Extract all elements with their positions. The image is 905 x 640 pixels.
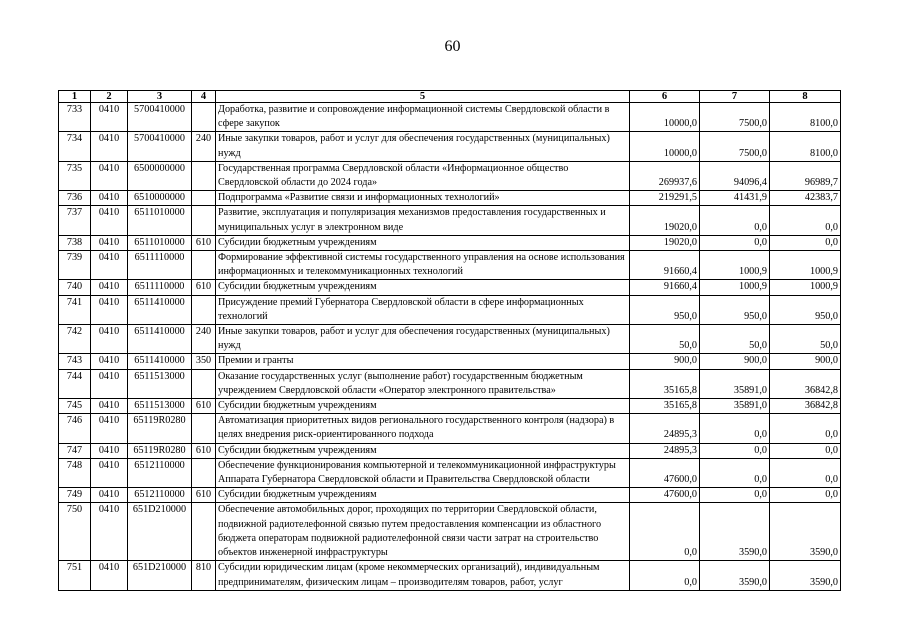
amount-2022-cell: 950,0: [700, 295, 770, 324]
amount-2021-cell: 950,0: [630, 295, 700, 324]
amount-2021-cell: 10000,0: [630, 103, 700, 132]
amount-2023-cell: 96989,7: [770, 161, 841, 190]
row-number-cell: 735: [59, 161, 91, 190]
amount-2023-cell: 36842,8: [770, 399, 841, 414]
amount-2021-cell: 35165,8: [630, 369, 700, 398]
row-number-cell: 734: [59, 132, 91, 161]
amount-2022-cell: 35891,0: [700, 399, 770, 414]
section-code-cell: 0410: [91, 399, 128, 414]
amount-2023-cell: 0,0: [770, 206, 841, 235]
target-code-cell: 6511410000: [128, 295, 192, 324]
row-number-cell: 751: [59, 561, 91, 590]
table-row: [59, 414, 841, 443]
table-row: [59, 561, 841, 590]
target-code-cell: 6510000000: [128, 191, 192, 206]
expense-type-cell: 610: [192, 280, 216, 295]
table-body: [59, 103, 841, 591]
row-number-cell: 749: [59, 488, 91, 503]
section-code-cell: 0410: [91, 251, 128, 280]
target-code-cell: 6511010000: [128, 206, 192, 235]
table-row: [59, 161, 841, 190]
amount-2021-cell: 24895,3: [630, 414, 700, 443]
item-name-cell: Субсидии бюджетным учреждениям: [216, 280, 630, 295]
table-header-row: [59, 91, 841, 103]
amount-2021-cell: 19020,0: [630, 206, 700, 235]
row-number-cell: 741: [59, 295, 91, 324]
target-code-cell: 651D210000: [128, 503, 192, 561]
amount-2023-cell: 900,0: [770, 354, 841, 369]
section-code-cell: 0410: [91, 235, 128, 250]
amount-2022-cell: 3590,0: [700, 561, 770, 590]
section-code-cell: 0410: [91, 503, 128, 561]
target-code-cell: 6511410000: [128, 325, 192, 354]
row-number-cell: 747: [59, 443, 91, 458]
amount-2022-cell: 0,0: [700, 206, 770, 235]
budget-table: [58, 90, 841, 591]
section-code-cell: 0410: [91, 414, 128, 443]
header-col-2: 2: [91, 91, 128, 103]
amount-2022-cell: 94096,4: [700, 161, 770, 190]
amount-2021-cell: 47600,0: [630, 458, 700, 487]
section-code-cell: 0410: [91, 443, 128, 458]
target-code-cell: 65119R0280: [128, 414, 192, 443]
section-code-cell: 0410: [91, 206, 128, 235]
table-row: [59, 132, 841, 161]
expense-type-cell: [192, 503, 216, 561]
item-name-cell: Иные закупки товаров, работ и услуг для обеспечения государственных (муниципальных) нужд: [216, 132, 630, 161]
target-code-cell: 5700410000: [128, 132, 192, 161]
row-number-cell: 736: [59, 191, 91, 206]
table-row: [59, 458, 841, 487]
amount-2023-cell: 36842,8: [770, 369, 841, 398]
row-number-cell: 748: [59, 458, 91, 487]
item-name-cell: Субсидии юридическим лицам (кроме некоммерческих организаций), индивидуальным предпринимателям, физическим лицам – производителям товаров, работ, услуг: [216, 561, 630, 590]
target-code-cell: 6512110000: [128, 488, 192, 503]
expense-type-cell: [192, 161, 216, 190]
item-name-cell: Субсидии бюджетным учреждениям: [216, 399, 630, 414]
amount-2022-cell: 3590,0: [700, 503, 770, 561]
section-code-cell: 0410: [91, 103, 128, 132]
expense-type-cell: [192, 369, 216, 398]
amount-2022-cell: 0,0: [700, 235, 770, 250]
amount-2023-cell: 8100,0: [770, 103, 841, 132]
amount-2022-cell: 1000,9: [700, 280, 770, 295]
amount-2022-cell: 0,0: [700, 488, 770, 503]
row-number-cell: 750: [59, 503, 91, 561]
item-name-cell: Премии и гранты: [216, 354, 630, 369]
target-code-cell: 6512110000: [128, 458, 192, 487]
amount-2021-cell: 91660,4: [630, 280, 700, 295]
item-name-cell: Субсидии бюджетным учреждениям: [216, 443, 630, 458]
expense-type-cell: 810: [192, 561, 216, 590]
item-name-cell: Субсидии бюджетным учреждениям: [216, 488, 630, 503]
target-code-cell: 5700410000: [128, 103, 192, 132]
item-name-cell: Автоматизация приоритетных видов регионального государственного контроля (надзора) в целях внедрения риск-ориентированного подхода: [216, 414, 630, 443]
amount-2022-cell: 0,0: [700, 458, 770, 487]
row-number-cell: 742: [59, 325, 91, 354]
section-code-cell: 0410: [91, 458, 128, 487]
amount-2023-cell: 1000,9: [770, 251, 841, 280]
table-row: [59, 206, 841, 235]
table-row: [59, 503, 841, 561]
amount-2023-cell: 950,0: [770, 295, 841, 324]
expense-type-cell: [192, 103, 216, 132]
header-col-4: 4: [192, 91, 216, 103]
section-code-cell: 0410: [91, 561, 128, 590]
target-code-cell: 6511513000: [128, 369, 192, 398]
section-code-cell: 0410: [91, 295, 128, 324]
section-code-cell: 0410: [91, 369, 128, 398]
row-number-cell: 733: [59, 103, 91, 132]
section-code-cell: 0410: [91, 161, 128, 190]
row-number-cell: 739: [59, 251, 91, 280]
section-code-cell: 0410: [91, 191, 128, 206]
amount-2021-cell: 219291,5: [630, 191, 700, 206]
amount-2022-cell: 900,0: [700, 354, 770, 369]
amount-2021-cell: 269937,6: [630, 161, 700, 190]
amount-2022-cell: 7500,0: [700, 103, 770, 132]
expense-type-cell: 610: [192, 443, 216, 458]
row-number-cell: 737: [59, 206, 91, 235]
target-code-cell: 6511110000: [128, 251, 192, 280]
amount-2021-cell: 19020,0: [630, 235, 700, 250]
expense-type-cell: 240: [192, 132, 216, 161]
header-col-1: 1: [59, 91, 91, 103]
item-name-cell: Иные закупки товаров, работ и услуг для обеспечения государственных (муниципальных) нужд: [216, 325, 630, 354]
expense-type-cell: [192, 414, 216, 443]
header-col-3: 3: [128, 91, 192, 103]
amount-2021-cell: 91660,4: [630, 251, 700, 280]
expense-type-cell: 350: [192, 354, 216, 369]
amount-2023-cell: 1000,9: [770, 280, 841, 295]
amount-2022-cell: 50,0: [700, 325, 770, 354]
table-row: [59, 280, 841, 295]
target-code-cell: 6511010000: [128, 235, 192, 250]
amount-2023-cell: 8100,0: [770, 132, 841, 161]
item-name-cell: Субсидии бюджетным учреждениям: [216, 235, 630, 250]
amount-2021-cell: 0,0: [630, 503, 700, 561]
target-code-cell: 6511513000: [128, 399, 192, 414]
expense-type-cell: [192, 191, 216, 206]
amount-2022-cell: 0,0: [700, 443, 770, 458]
expense-type-cell: 610: [192, 488, 216, 503]
expense-type-cell: [192, 206, 216, 235]
item-name-cell: Присуждение премий Губернатора Свердловской области в сфере информационных технологий: [216, 295, 630, 324]
amount-2021-cell: 24895,3: [630, 443, 700, 458]
amount-2021-cell: 0,0: [630, 561, 700, 590]
target-code-cell: 65119R0280: [128, 443, 192, 458]
expense-type-cell: 610: [192, 399, 216, 414]
item-name-cell: Развитие, эксплуатация и популяризация механизмов предоставления государственных и муниципальных услуг в электронном виде: [216, 206, 630, 235]
amount-2023-cell: 0,0: [770, 414, 841, 443]
section-code-cell: 0410: [91, 132, 128, 161]
amount-2022-cell: 1000,9: [700, 251, 770, 280]
table-row: [59, 488, 841, 503]
section-code-cell: 0410: [91, 325, 128, 354]
item-name-cell: Государственная программа Свердловской области «Информационное общество Свердловской области до 2024 года»: [216, 161, 630, 190]
expense-type-cell: [192, 295, 216, 324]
item-name-cell: Формирование эффективной системы государственного управления на основе использования информационных и телекоммуникационных технологий: [216, 251, 630, 280]
amount-2021-cell: 10000,0: [630, 132, 700, 161]
table-row: [59, 235, 841, 250]
amount-2021-cell: 900,0: [630, 354, 700, 369]
row-number-cell: 738: [59, 235, 91, 250]
target-code-cell: 6511410000: [128, 354, 192, 369]
expense-type-cell: [192, 251, 216, 280]
table-row: [59, 295, 841, 324]
table-row: [59, 251, 841, 280]
target-code-cell: 6511110000: [128, 280, 192, 295]
amount-2021-cell: 35165,8: [630, 399, 700, 414]
amount-2023-cell: 0,0: [770, 488, 841, 503]
target-code-cell: 6500000000: [128, 161, 192, 190]
table-row: [59, 399, 841, 414]
amount-2023-cell: 0,0: [770, 443, 841, 458]
section-code-cell: 0410: [91, 280, 128, 295]
expense-type-cell: 610: [192, 235, 216, 250]
amount-2023-cell: 0,0: [770, 458, 841, 487]
amount-2022-cell: 41431,9: [700, 191, 770, 206]
row-number-cell: 743: [59, 354, 91, 369]
header-col-7: 7: [700, 91, 770, 103]
section-code-cell: 0410: [91, 354, 128, 369]
amount-2021-cell: 50,0: [630, 325, 700, 354]
table-row: [59, 354, 841, 369]
row-number-cell: 746: [59, 414, 91, 443]
header-col-5: 5: [216, 91, 630, 103]
section-code-cell: 0410: [91, 488, 128, 503]
row-number-cell: 740: [59, 280, 91, 295]
amount-2023-cell: 0,0: [770, 235, 841, 250]
header-col-8: 8: [770, 91, 841, 103]
table-row: [59, 443, 841, 458]
amount-2023-cell: 50,0: [770, 325, 841, 354]
item-name-cell: Обеспечение функционирования компьютерной и телекоммуникационной инфраструктуры Аппарата Губернатора Свердловской области и Правительства Свердловской области: [216, 458, 630, 487]
amount-2023-cell: 42383,7: [770, 191, 841, 206]
row-number-cell: 745: [59, 399, 91, 414]
header-col-6: 6: [630, 91, 700, 103]
amount-2023-cell: 3590,0: [770, 503, 841, 561]
item-name-cell: Подпрограмма «Развитие связи и информационных технологий»: [216, 191, 630, 206]
page-number: 60: [444, 38, 461, 55]
table-row: [59, 325, 841, 354]
expense-type-cell: 240: [192, 325, 216, 354]
amount-2022-cell: 35891,0: [700, 369, 770, 398]
expense-type-cell: [192, 458, 216, 487]
amount-2023-cell: 3590,0: [770, 561, 841, 590]
table-row: [59, 191, 841, 206]
amount-2021-cell: 47600,0: [630, 488, 700, 503]
amount-2022-cell: 0,0: [700, 414, 770, 443]
row-number-cell: 744: [59, 369, 91, 398]
amount-2022-cell: 7500,0: [700, 132, 770, 161]
item-name-cell: Оказание государственных услуг (выполнение работ) государственным бюджетным учреждением Свердловской области «Оператор электронного правительства»: [216, 369, 630, 398]
item-name-cell: Обеспечение автомобильных дорог, проходящих по территории Свердловской области, подвижной радиотелефонной связью путем предоставления компенсации из областного бюджета операторам подвижной радиотелефонной связи части затрат на строительство объектов инженерной инфраструктуры: [216, 503, 630, 561]
table-row: [59, 103, 841, 132]
item-name-cell: Доработка, развитие и сопровождение информационной системы Свердловской области в сфере закупок: [216, 103, 630, 132]
target-code-cell: 651D210000: [128, 561, 192, 590]
table-row: [59, 369, 841, 398]
